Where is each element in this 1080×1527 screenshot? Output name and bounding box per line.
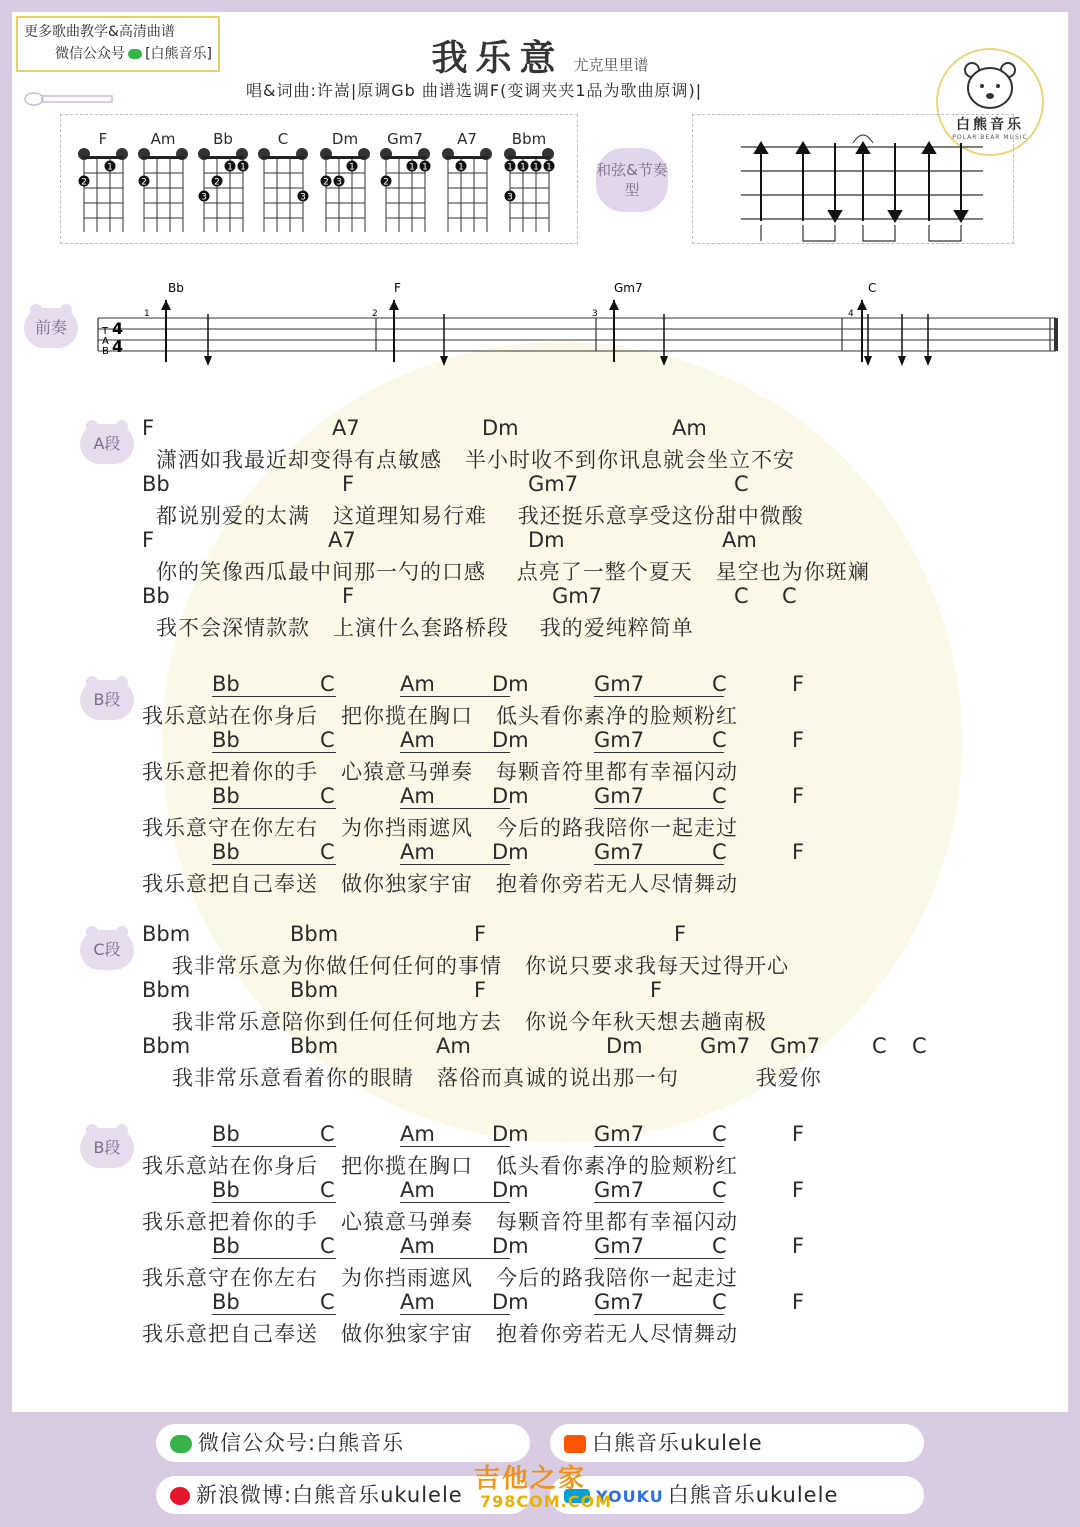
footer-taobao-text: 白熊音乐ukulele <box>592 1431 763 1455</box>
chord-symbol: Gm7 <box>594 840 724 865</box>
fretboard-grid <box>318 148 372 232</box>
svg-text:1: 1 <box>227 162 233 173</box>
chord-diagram <box>378 130 432 230</box>
song-meta: 唱&词曲:许嵩|原调Gb 曲谱选调F(变调夹夹1品为歌曲原调)| <box>246 81 703 100</box>
chord-name: A7 <box>457 130 477 148</box>
chord-symbol: Dm <box>492 672 529 696</box>
chord-name: Am <box>150 130 176 148</box>
chord-symbol: C <box>734 584 749 608</box>
fretboard-grid <box>378 148 432 232</box>
chord-symbol: Dm <box>492 1178 529 1202</box>
chord-symbol: C <box>712 1122 727 1146</box>
chord-symbol: Gm7 <box>528 472 579 496</box>
chord-diagram <box>76 130 130 230</box>
chord-symbol: Gm7 <box>700 1034 751 1058</box>
svg-text:3: 3 <box>507 192 513 203</box>
lyric-line: 我乐意把自己奉送 做你独家宇宙 抱着你旁若无人尽情舞动 <box>142 1322 739 1346</box>
chord-symbol: C <box>912 1034 927 1058</box>
chord-symbol: Am <box>722 528 757 552</box>
wechat-icon <box>170 1435 192 1453</box>
lyric-line: 你的笑像西瓜最中间那一勺的口感 点亮了一整个夏天 星空也为你斑斓 <box>156 560 870 584</box>
chord-name: Bbm <box>511 130 547 148</box>
chord-symbol: Dm <box>606 1034 643 1058</box>
logo-text: 白熊音乐 <box>956 117 1024 133</box>
lyric-line: 我乐意把着你的手 心猿意马弹奏 每颗音符里都有幸福闪动 <box>142 1210 739 1234</box>
fretboard-grid <box>502 148 556 232</box>
chord-symbol: Dm <box>492 728 529 752</box>
bar-number: 2 <box>372 309 378 319</box>
chord-symbol: Am <box>436 1034 471 1058</box>
chord-symbol: C <box>872 1034 887 1058</box>
chord-symbol: Am <box>400 1234 510 1259</box>
section-tag: B段 <box>80 1128 134 1168</box>
youku-logo: YOUKU <box>596 1487 664 1506</box>
chord-symbol: Bbm <box>290 978 339 1002</box>
svg-text:1: 1 <box>107 162 113 173</box>
intro-chord-label: Gm7 <box>614 281 643 295</box>
intro-tag: 前奏 <box>24 308 78 348</box>
chord-diagram <box>256 130 310 230</box>
chord-symbol: F <box>792 728 805 752</box>
chord-symbol: F <box>792 784 805 808</box>
chord-symbol: C <box>320 1178 335 1202</box>
chord-diagram <box>136 130 190 230</box>
svg-text:1: 1 <box>349 162 355 173</box>
chord-symbol: Dm <box>492 1290 529 1314</box>
chord-symbol: Bb <box>142 584 170 608</box>
chord-symbol: Gm7 <box>594 672 724 697</box>
lyric-line: 我乐意把自己奉送 做你独家宇宙 抱着你旁若无人尽情舞动 <box>142 872 739 896</box>
song-title: 我乐意 <box>431 38 564 79</box>
chord-symbol: C <box>712 728 727 752</box>
chord-name: Bb <box>213 130 233 148</box>
chord-symbol: F <box>674 922 687 946</box>
chord-symbol: A7 <box>332 416 360 440</box>
bar-number: 1 <box>144 309 150 319</box>
chord-symbol: Gm7 <box>594 1234 724 1259</box>
lyric-line: 我乐意站在你身后 把你揽在胸口 低头看你素净的脸颊粉红 <box>142 1154 739 1178</box>
chord-symbol: C <box>320 1290 335 1314</box>
chord-symbol: Gm7 <box>594 1290 724 1315</box>
taobao-icon <box>564 1435 586 1453</box>
intro-chord-label: C <box>868 281 877 295</box>
chord-symbol: F <box>342 584 355 608</box>
chord-symbol: F <box>792 1122 805 1146</box>
chord-symbol: Bb <box>212 672 336 697</box>
fretboard-grid <box>256 148 310 232</box>
chord-symbol: C <box>320 1234 335 1258</box>
lyric-line: 我非常乐意为你做任何任何的事情 你说只要求我每天过得开心 <box>172 954 790 978</box>
lyric-line: 我乐意守在你左右 为你挡雨遮风 今后的路我陪你一起走过 <box>142 1266 739 1290</box>
chord-symbol: F <box>142 528 155 552</box>
chord-symbol: C <box>712 840 727 864</box>
fretboard-grid <box>76 148 130 232</box>
lyric-line: 都说别爱的太满 这道理知易行难 我还挺乐意享受这份甜中微酸 <box>156 504 804 528</box>
section-tag: A段 <box>80 424 134 464</box>
lyric-line: 我非常乐意看着你的眼睛 落俗而真诚的说出那一句 我爱你 <box>172 1066 822 1090</box>
chord-diagram <box>440 130 494 230</box>
chord-symbol: F <box>792 1290 805 1314</box>
arranger-label: 尤克里里谱 <box>573 56 649 74</box>
chord-symbol: Dm <box>482 416 519 440</box>
svg-text:2: 2 <box>214 177 220 188</box>
chord-symbol: Bb <box>212 1290 336 1315</box>
svg-text:1: 1 <box>507 162 513 173</box>
chord-name: Dm <box>331 130 359 148</box>
title-row <box>12 30 1068 81</box>
chord-symbol: Gm7 <box>594 1178 724 1203</box>
chord-symbol: F <box>792 1178 805 1202</box>
fretboard-grid <box>136 148 190 232</box>
ukulele-icon <box>24 92 124 106</box>
svg-text:1: 1 <box>546 162 552 173</box>
chord-symbol: Am <box>400 728 510 753</box>
svg-text:B: B <box>102 346 109 357</box>
lyric-line: 我乐意站在你身后 把你揽在胸口 低头看你素净的脸颊粉红 <box>142 704 739 728</box>
chord-symbol: Am <box>400 1178 510 1203</box>
footer-wechat <box>156 1424 530 1462</box>
svg-text:3: 3 <box>300 192 306 203</box>
chord-symbol: F <box>792 840 805 864</box>
svg-text:3: 3 <box>336 177 342 188</box>
svg-text:2: 2 <box>141 177 147 188</box>
svg-text:4: 4 <box>112 337 124 356</box>
chord-symbol: Am <box>400 672 510 697</box>
footer-wechat-text: 微信公众号:白熊音乐 <box>198 1431 405 1455</box>
fretboard-grid <box>440 148 494 232</box>
chord-symbol: C <box>712 1290 727 1314</box>
chord-symbol: Gm7 <box>770 1034 821 1058</box>
chord-symbol: Am <box>400 784 510 809</box>
chord-symbol: F <box>474 978 487 1002</box>
weibo-icon <box>170 1487 190 1505</box>
chord-symbol: Bbm <box>290 1034 339 1058</box>
lyric-line: 我非常乐意陪你到任何任何地方去 你说今年秋天想去趟南极 <box>172 1010 768 1034</box>
chord-symbol: C <box>712 784 727 808</box>
footer-weibo-text: 新浪微博:白熊音乐ukulele <box>196 1483 463 1507</box>
strum-pattern <box>693 115 1013 243</box>
lyric-line: 潇洒如我最近却变得有点敏感 半小时收不到你讯息就会坐立不安 <box>156 448 796 472</box>
logo-subtext: POLAR BEAR MUSIC <box>952 134 1028 141</box>
promo-account: [白熊音乐] <box>145 46 212 62</box>
chord-symbol: Bb <box>212 1178 336 1203</box>
chord-diagram <box>196 130 250 230</box>
svg-text:A: A <box>102 336 109 347</box>
svg-text:3: 3 <box>201 192 207 203</box>
lyric-line: 我乐意守在你左右 为你挡雨遮风 今后的路我陪你一起走过 <box>142 816 739 840</box>
chord-symbol: Gm7 <box>594 784 724 809</box>
chord-symbol: C <box>320 1122 335 1146</box>
chord-symbol: Bb <box>212 728 336 753</box>
chord-symbol: Bb <box>212 784 336 809</box>
chord-symbol: Bb <box>212 1234 336 1259</box>
chord-symbol: Bb <box>212 1122 336 1147</box>
chord-symbol: Dm <box>492 1234 529 1258</box>
chord-name: F <box>98 130 108 148</box>
chord-symbol: F <box>342 472 355 496</box>
section-tag: C段 <box>80 930 134 970</box>
svg-text:1: 1 <box>520 162 526 173</box>
lyric-line: 我不会深情款款 上演什么套路桥段 我的爱纯粹简单 <box>156 616 694 640</box>
promo-wechat-text: 微信公众号 <box>55 46 126 62</box>
chord-symbol: Am <box>400 1290 510 1315</box>
svg-text:T: T <box>102 326 109 337</box>
chord-symbol: Am <box>400 840 510 865</box>
chord-symbol: Bb <box>212 840 336 865</box>
section-tag: B段 <box>80 680 134 720</box>
chord-name: C <box>277 130 289 148</box>
chord-symbol: C <box>320 840 335 864</box>
svg-text:1: 1 <box>422 162 428 173</box>
footer-taobao <box>550 1424 924 1462</box>
svg-text:1: 1 <box>533 162 539 173</box>
chord-symbol: F <box>474 922 487 946</box>
site-watermark-url: 798COM.COM <box>480 1492 613 1511</box>
sheet <box>12 12 1068 1412</box>
chord-symbol: C <box>320 672 335 696</box>
chord-symbol: C <box>782 584 797 608</box>
site-watermark: 吉他之家 <box>474 1464 587 1494</box>
promo-line-1: 更多歌曲教学&高清曲谱 <box>24 24 175 40</box>
chord-symbol: F <box>792 672 805 696</box>
chord-symbol: Dm <box>492 1122 529 1146</box>
chord-symbol: C <box>320 784 335 808</box>
svg-text:2: 2 <box>81 177 87 188</box>
chord-symbol: C <box>734 472 749 496</box>
chord-symbol: C <box>712 1234 727 1258</box>
chord-symbol: Dm <box>528 528 565 552</box>
svg-text:1: 1 <box>458 162 464 173</box>
chord-symbol: C <box>712 672 727 696</box>
chord-symbol: Gm7 <box>552 584 603 608</box>
svg-text:4: 4 <box>112 319 124 338</box>
chord-diagram <box>318 130 372 230</box>
chord-symbol: Bbm <box>142 978 191 1002</box>
chord-symbol: C <box>320 728 335 752</box>
polar-bear-icon <box>960 58 1020 114</box>
chord-symbol: Gm7 <box>594 728 724 753</box>
chord-symbol: Bbm <box>290 922 339 946</box>
rhythm-pattern-box <box>692 114 1014 244</box>
lyric-line: 我乐意把着你的手 心猿意马弹奏 每颗音符里都有幸福闪动 <box>142 760 739 784</box>
chord-symbol: Bbm <box>142 1034 191 1058</box>
chord-symbol: F <box>792 1234 805 1258</box>
intro-chord-label: F <box>394 281 401 295</box>
bar-number: 3 <box>592 309 598 319</box>
chord-symbol: F <box>142 416 155 440</box>
chord-symbol: Dm <box>492 840 529 864</box>
svg-text:1: 1 <box>409 162 415 173</box>
fretboard-grid <box>196 148 250 232</box>
chord-symbol: Gm7 <box>594 1122 724 1147</box>
chord-symbol: F <box>650 978 663 1002</box>
chord-symbol: Bb <box>142 472 170 496</box>
footer-video-text: 白熊音乐ukulele <box>667 1483 839 1507</box>
chord-symbol: A7 <box>328 528 356 552</box>
chord-symbol: Am <box>672 416 707 440</box>
bar-number: 4 <box>848 309 854 319</box>
intro-tab-staff <box>88 274 1068 384</box>
svg-text:2: 2 <box>383 177 389 188</box>
chord-name: Gm7 <box>387 130 423 148</box>
chord-symbol: Am <box>400 1122 510 1147</box>
rhythm-tag: 和弦&节奏型 <box>596 148 668 212</box>
chord-symbol: Bbm <box>142 922 191 946</box>
intro-chord-label: Bb <box>168 281 184 295</box>
chord-symbol: Dm <box>492 784 529 808</box>
chord-diagram <box>502 130 556 230</box>
svg-text:2: 2 <box>323 177 329 188</box>
svg-text:1: 1 <box>240 162 246 173</box>
chord-symbol: C <box>712 1178 727 1202</box>
